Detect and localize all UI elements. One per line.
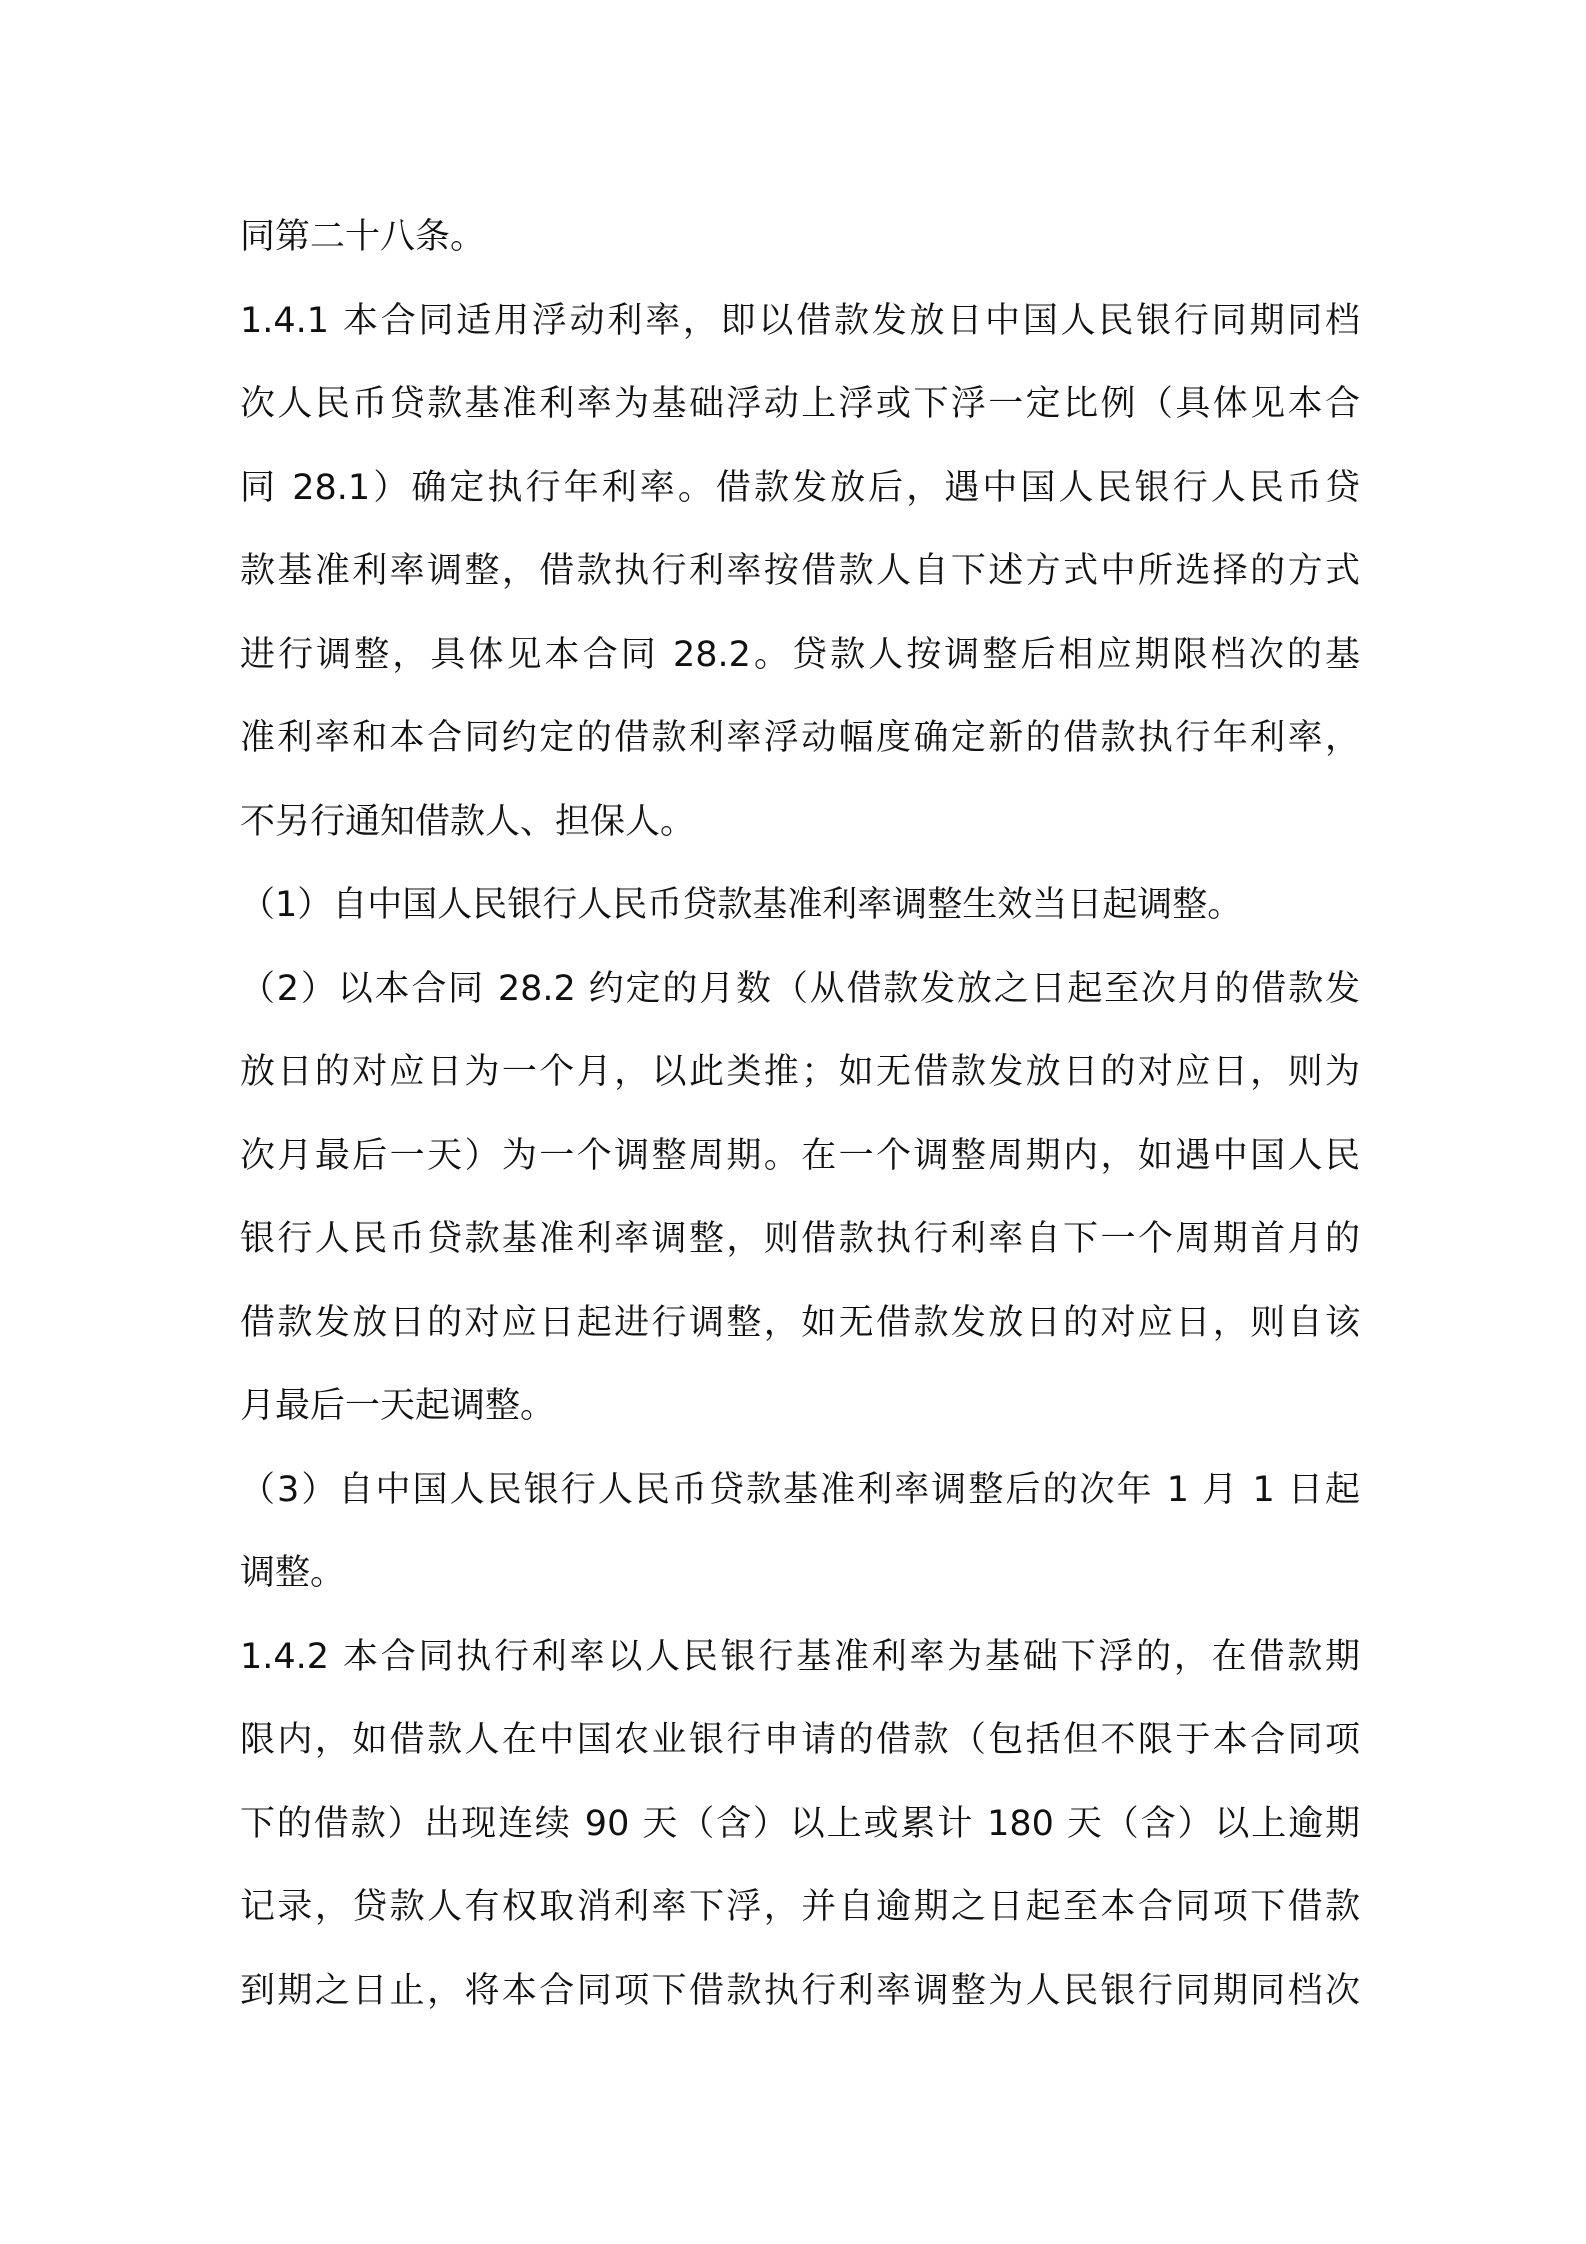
- text-line: 限内，如借款人在中国农业银行申请的借款（包括但不限于本合同项: [240, 1720, 1360, 1760]
- text-line: 准利率和本合同约定的借款利率浮动幅度确定新的借款执行年利率，: [240, 718, 1360, 758]
- text-line: 进行调整，具体见本合同 28.2。贷款人按调整后相应期限档次的基: [240, 634, 1360, 675]
- text-line: （2）以本合同 28.2 约定的月数（从借款发放之日起至次月的借款发: [240, 968, 1360, 1009]
- text-line: 同 28.1）确定执行年利率。借款发放后，遇中国人民银行人民币贷: [240, 467, 1360, 508]
- text-line: 1.4.1 本合同适用浮动利率，即以借款发放日中国人民银行同期同档: [240, 300, 1360, 341]
- text-line: 1.4.2 本合同执行利率以人民银行基准利率为基础下浮的，在借款期: [240, 1636, 1360, 1677]
- text-line: 同第二十八条。: [240, 217, 486, 257]
- contract-text-body: [240, 196, 1360, 2033]
- text-line: 借款发放日的对应日起进行调整，如无借款发放日的对应日，则自该: [240, 1302, 1360, 1343]
- text-line: 放日的对应日为一个月，以此类推；如无借款发放日的对应日，则为: [240, 1052, 1360, 1092]
- text-line: 次月最后一天）为一个调整周期。在一个调整周期内，如遇中国人民: [240, 1135, 1360, 1176]
- text-line: 下的借款）出现连续 90 天（含）以上或累计 180 天（含）以上逾期: [240, 1803, 1360, 1844]
- text-line: 银行人民币贷款基准利率调整，则借款执行利率自下一个周期首月的: [240, 1219, 1360, 1259]
- text-line: 款基准利率调整，借款执行利率按借款人自下述方式中所选择的方式: [240, 551, 1360, 591]
- text-line: 到期之日止，将本合同项下借款执行利率调整为人民银行同期同档次: [240, 1970, 1360, 2011]
- text-line: 次人民币贷款基准利率为基础浮动上浮或下浮一定比例（具体见本合: [240, 384, 1360, 424]
- text-line: 月最后一天起调整。: [240, 1386, 556, 1426]
- text-line: （1）自中国人民银行人民币贷款基准利率调整生效当日起调整。: [240, 885, 1243, 925]
- text-line: 调整。: [240, 1553, 346, 1593]
- text-line: （3）自中国人民银行人民币贷款基准利率调整后的次年 1 月 1 日起: [240, 1469, 1360, 1510]
- text-line: 不另行通知借款人、担保人。: [240, 801, 696, 842]
- text-line: 记录，贷款人有权取消利率下浮，并自逾期之日起至本合同项下借款: [240, 1887, 1360, 1927]
